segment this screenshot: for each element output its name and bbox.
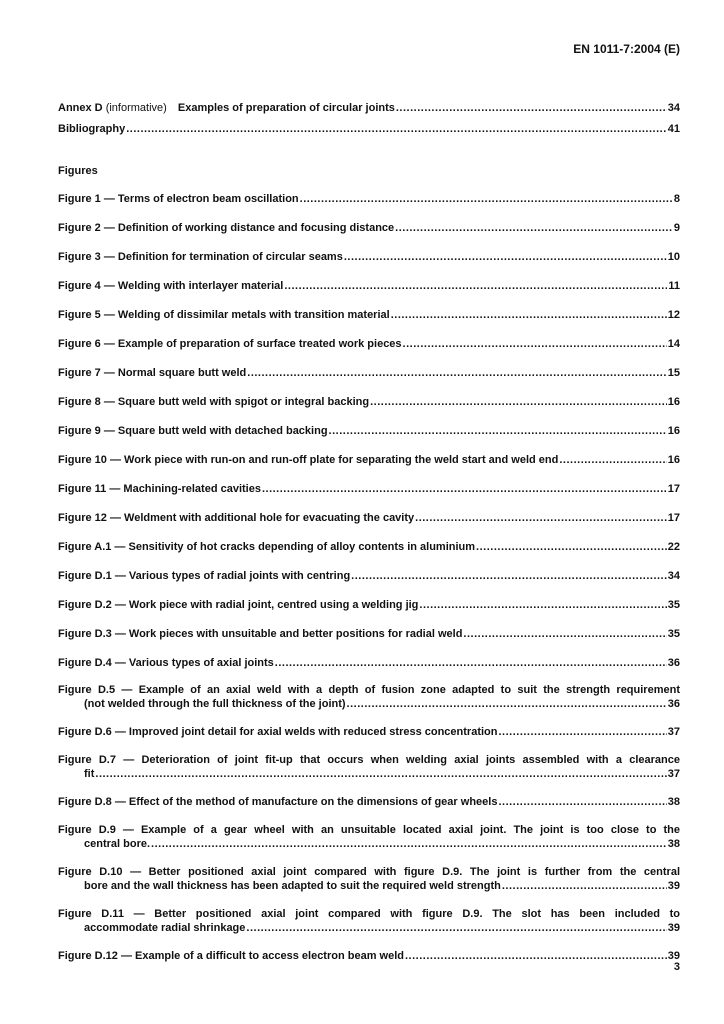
toc-page-number: 38	[667, 796, 680, 808]
leader-dots	[300, 192, 673, 206]
leader-dots	[351, 569, 667, 583]
figure-title: Figure 7 — Normal square butt weld	[58, 367, 247, 379]
toc-entry-figure[interactable]	[58, 221, 680, 235]
leader-dots	[329, 424, 667, 438]
leader-dots	[262, 482, 667, 496]
leader-dots	[419, 598, 666, 612]
annex-title: Examples of preparation of circular joints	[177, 102, 395, 114]
figure-title-line2: central bore.	[84, 838, 151, 850]
toc-page-number: 10	[667, 251, 680, 263]
table-of-contents	[58, 101, 680, 963]
toc-page-number: 22	[667, 541, 680, 553]
toc-page-number: 35	[667, 599, 680, 611]
figure-title: Figure D.1 — Various types of radial joints with centring	[58, 570, 351, 582]
toc-page-number: 16	[667, 425, 680, 437]
figure-title: Figure 9 — Square butt weld with detached backing	[58, 425, 328, 437]
leader-dots	[403, 337, 667, 351]
figure-title-line2: accommodate radial shrinkage	[84, 922, 246, 934]
toc-entry-figure[interactable]	[58, 656, 680, 670]
leader-dots	[151, 837, 667, 851]
toc-page-number: 41	[667, 123, 680, 135]
toc-entry-figure[interactable]	[58, 540, 680, 554]
figure-title: Figure 8 — Square butt weld with spigot or integral backing	[58, 396, 370, 408]
toc-page-number: 34	[667, 570, 680, 582]
toc-page-number: 36	[667, 698, 680, 710]
toc-page-number: 17	[667, 483, 680, 495]
leader-dots	[476, 540, 667, 554]
toc-entry-figure[interactable]	[58, 725, 680, 739]
toc-entry-figure[interactable]	[58, 683, 680, 711]
toc-page-number: 16	[667, 454, 680, 466]
figure-title: Figure 3 — Definition for termination of circular seams	[58, 251, 343, 263]
figure-title-line1: Figure D.10 — Better positioned axial joint compared with figure D.9. The joint is further from the central	[58, 866, 680, 878]
figure-title: Figure 12 — Weldment with additional hole for evacuating the cavity	[58, 512, 415, 524]
figure-title-line1: Figure D.9 — Example of a gear wheel with an unsuitable located axial joint. The joint is too close to the	[58, 824, 680, 836]
figure-title-line2: (not welded through the full thickness of the joint)	[84, 698, 346, 710]
toc-entry-figure[interactable]	[58, 865, 680, 893]
toc-page-number: 12	[667, 309, 680, 321]
toc-entry-figure[interactable]	[58, 279, 680, 293]
leader-dots	[498, 725, 666, 739]
toc-page-number: 39	[667, 880, 680, 892]
figure-title: Figure D.12 — Example of a difficult to access electron beam weld	[58, 950, 404, 962]
toc-page-number: 17	[667, 512, 680, 524]
leader-dots	[498, 795, 666, 809]
toc-entry-figure[interactable]	[58, 395, 680, 409]
toc-page-number: 39	[667, 922, 680, 934]
annex-label: Annex D	[58, 102, 103, 114]
leader-dots	[395, 221, 673, 235]
figure-title: Figure 5 — Welding of dissimilar metals with transition material	[58, 309, 390, 321]
leader-dots	[344, 250, 667, 264]
toc-entry-figure[interactable]	[58, 949, 680, 963]
figure-title: Figure 4 — Welding with interlayer material	[58, 280, 284, 292]
figure-title-line1: Figure D.7 — Deterioration of joint fit-up that occurs when welding axial joints assembled with a clearance	[58, 754, 680, 766]
toc-entry-figure[interactable]	[58, 823, 680, 851]
figure-title-line2: fit	[84, 768, 95, 780]
bibliography-title: Bibliography	[58, 123, 126, 135]
figure-title: Figure D.2 — Work piece with radial joint, centred using a welding jig	[58, 599, 419, 611]
annex-note: (informative)	[105, 102, 167, 114]
toc-entry-figure[interactable]	[58, 753, 680, 781]
page-number: 3	[673, 961, 680, 973]
toc-page-number: 37	[667, 768, 680, 780]
figure-title: Figure D.8 — Effect of the method of manufacture on the dimensions of gear wheels	[58, 796, 498, 808]
figure-title-line1: Figure D.11 — Better positioned axial joint compared with figure D.9. The slot has been included to	[58, 908, 680, 920]
toc-page-number: 38	[667, 838, 680, 850]
toc-page-number: 36	[667, 657, 680, 669]
figure-title-line1: Figure D.5 — Example of an axial weld with a depth of fusion zone adapted to suit the strength requirement	[58, 684, 680, 696]
figure-title: Figure 10 — Work piece with run-on and run-off plate for separating the weld start and weld end	[58, 454, 559, 466]
toc-entry-figure[interactable]	[58, 795, 680, 809]
toc-entry-figure[interactable]	[58, 627, 680, 641]
toc-page-number: 9	[673, 222, 680, 234]
leader-dots	[246, 921, 666, 935]
figures-heading: Figures	[58, 165, 98, 177]
figure-title: Figure 2 — Definition of working distance and focusing distance	[58, 222, 395, 234]
leader-dots	[463, 627, 666, 641]
toc-entry-figure[interactable]	[58, 337, 680, 351]
toc-entry-figure[interactable]	[58, 482, 680, 496]
toc-page-number: 11	[668, 280, 680, 292]
leader-dots	[275, 656, 667, 670]
toc-page-number: 16	[667, 396, 680, 408]
toc-entry-figure[interactable]	[58, 569, 680, 583]
toc-page-number: 14	[667, 338, 680, 350]
toc-page-number: 37	[667, 726, 680, 738]
figure-title: Figure D.6 — Improved joint detail for axial welds with reduced stress concentration	[58, 726, 498, 738]
leader-dots	[347, 697, 667, 711]
toc-page-number: 39	[667, 950, 680, 962]
toc-entry-figure[interactable]	[58, 511, 680, 525]
toc-page-number: 35	[667, 628, 680, 640]
leader-dots	[126, 122, 667, 136]
toc-entry-figure[interactable]	[58, 424, 680, 438]
toc-entry-figure[interactable]	[58, 308, 680, 322]
leader-dots	[415, 511, 667, 525]
figure-title: Figure 11 — Machining-related cavities	[58, 483, 261, 495]
toc-entry-figure[interactable]	[58, 366, 680, 380]
toc-page-number: 8	[673, 193, 680, 205]
leader-dots	[396, 101, 667, 115]
toc-entry-figure[interactable]	[58, 598, 680, 612]
figure-title-line2: bore and the wall thickness has been adapted to suit the required weld strength	[84, 880, 501, 892]
leader-dots	[405, 949, 667, 963]
toc-page-number: 34	[667, 102, 680, 114]
toc-entry-figure[interactable]	[58, 192, 680, 206]
leader-dots	[559, 453, 666, 467]
figure-title: Figure A.1 — Sensitivity of hot cracks depending of alloy contents in aluminium	[58, 541, 476, 553]
figure-title: Figure D.3 — Work pieces with unsuitable and better positions for radial weld	[58, 628, 463, 640]
toc-entry-figure[interactable]	[58, 453, 680, 467]
figure-title: Figure 1 — Terms of electron beam oscillation	[58, 193, 299, 205]
document-id-header: EN 1011-7:2004 (E)	[573, 42, 680, 56]
figure-title: Figure 6 — Example of preparation of surface treated work pieces	[58, 338, 402, 350]
toc-entry-bibliography[interactable]	[58, 122, 680, 136]
toc-entry-figure[interactable]	[58, 250, 680, 264]
leader-dots	[502, 879, 667, 893]
figure-title: Figure D.4 — Various types of axial joints	[58, 657, 274, 669]
leader-dots	[95, 767, 666, 781]
leader-dots	[370, 395, 667, 409]
leader-dots	[247, 366, 666, 380]
toc-entry-annex-d[interactable]	[58, 101, 680, 115]
toc-entry-figure[interactable]	[58, 907, 680, 935]
toc-page-number: 15	[667, 367, 680, 379]
figures-list	[58, 192, 680, 963]
leader-dots	[284, 279, 667, 293]
leader-dots	[391, 308, 667, 322]
